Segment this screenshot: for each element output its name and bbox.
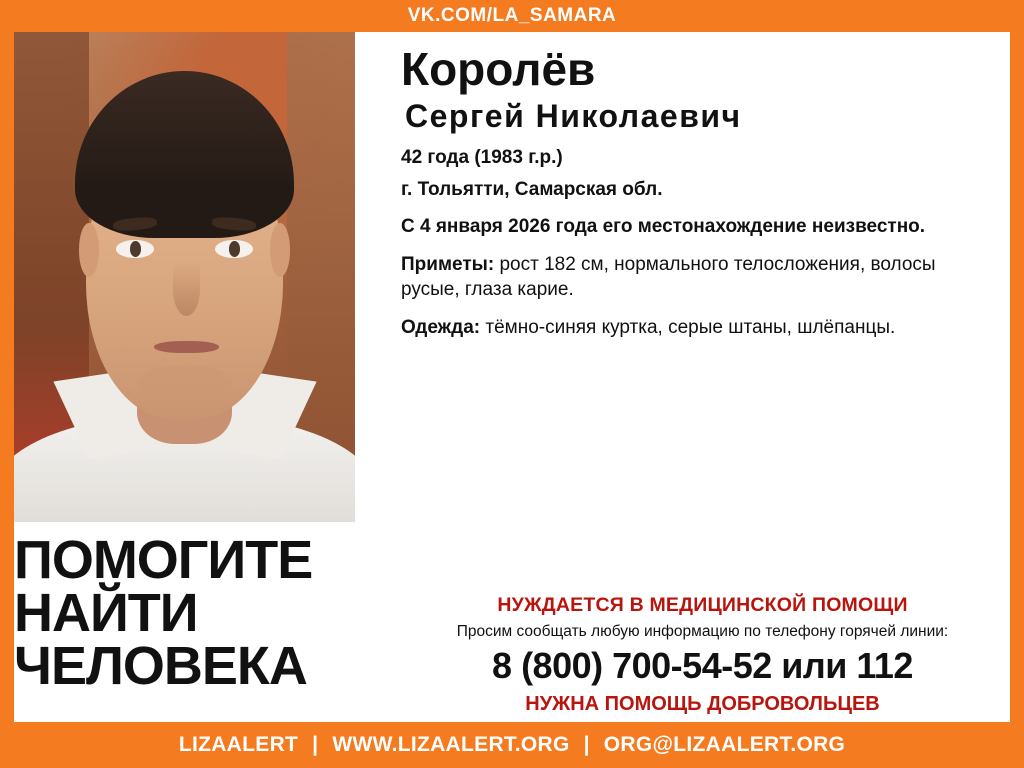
clothes-label: Одежда: [401, 316, 481, 338]
missing-since-text: С 4 января 2026 года его местонахождение неизвестно. [401, 216, 926, 237]
hotline-request-text: Просим сообщать любую информацию по телефону горячей линии: [456, 623, 949, 640]
volunteers-needed-text: НУЖНА ПОМОЩЬ ДОБРОВОЛЬЦЕВ [525, 693, 880, 715]
photo-eye-right [215, 240, 253, 258]
poster-footer [0, 722, 1024, 768]
vertical-divider [381, 32, 385, 722]
help-line-3: ЧЕЛОВЕКА [14, 635, 307, 696]
features-paragraph [401, 253, 946, 302]
clothes-text: тёмно-синяя куртка, серые штаны, шлёпанцы. [480, 316, 896, 338]
poster-body [0, 32, 1024, 722]
portrait-photo-frame [14, 32, 355, 522]
help-find-heading [14, 530, 355, 696]
portrait-photo [14, 32, 355, 522]
features-text: рост 182 см, нормального телосложения, волосы русые, глаза карие. [401, 254, 936, 300]
contact-block [401, 594, 1004, 716]
help-line-2: НАЙТИ [14, 582, 198, 643]
help-line-1: ПОМОГИТЕ [14, 530, 313, 590]
features-label: Приметы: [401, 254, 495, 276]
spacer [401, 340, 1004, 594]
footer-email-link[interactable]: ORG@LIZAALERT.ORG [603, 733, 846, 756]
person-age: 42 года (1983 г.р.) [401, 147, 563, 168]
photo-hair [75, 71, 293, 238]
photo-eye-left [116, 240, 154, 258]
person-city: г. Тольятти, Самарская обл. [401, 179, 663, 200]
photo-ear-right [270, 223, 290, 277]
footer-separator-2: | [583, 733, 590, 756]
medical-notice: НУЖДАЕТСЯ В МЕДИЦИНСКОЙ ПОМОЩИ [497, 594, 908, 616]
photo-mouth [154, 341, 219, 354]
left-column [14, 32, 369, 722]
footer-separator-1: | [312, 733, 319, 756]
clothes-paragraph [401, 316, 946, 340]
right-column [401, 32, 1010, 722]
vk-community-label: VK.COM/LA_SAMARA [407, 5, 617, 26]
footer-website-link[interactable]: WWW.LIZAALERT.ORG [332, 733, 570, 756]
person-surname: Королёв [401, 43, 596, 95]
hotline-phone-number[interactable]: 8 (800) 700-54-52 или 112 [492, 645, 913, 686]
photo-ear-left [79, 223, 99, 277]
photo-nose [173, 262, 200, 316]
poster-top-banner [0, 0, 1024, 32]
footer-org-name: LIZAALERT [178, 733, 299, 756]
person-first-and-patronymic: Сергей Николаевич [405, 98, 742, 134]
